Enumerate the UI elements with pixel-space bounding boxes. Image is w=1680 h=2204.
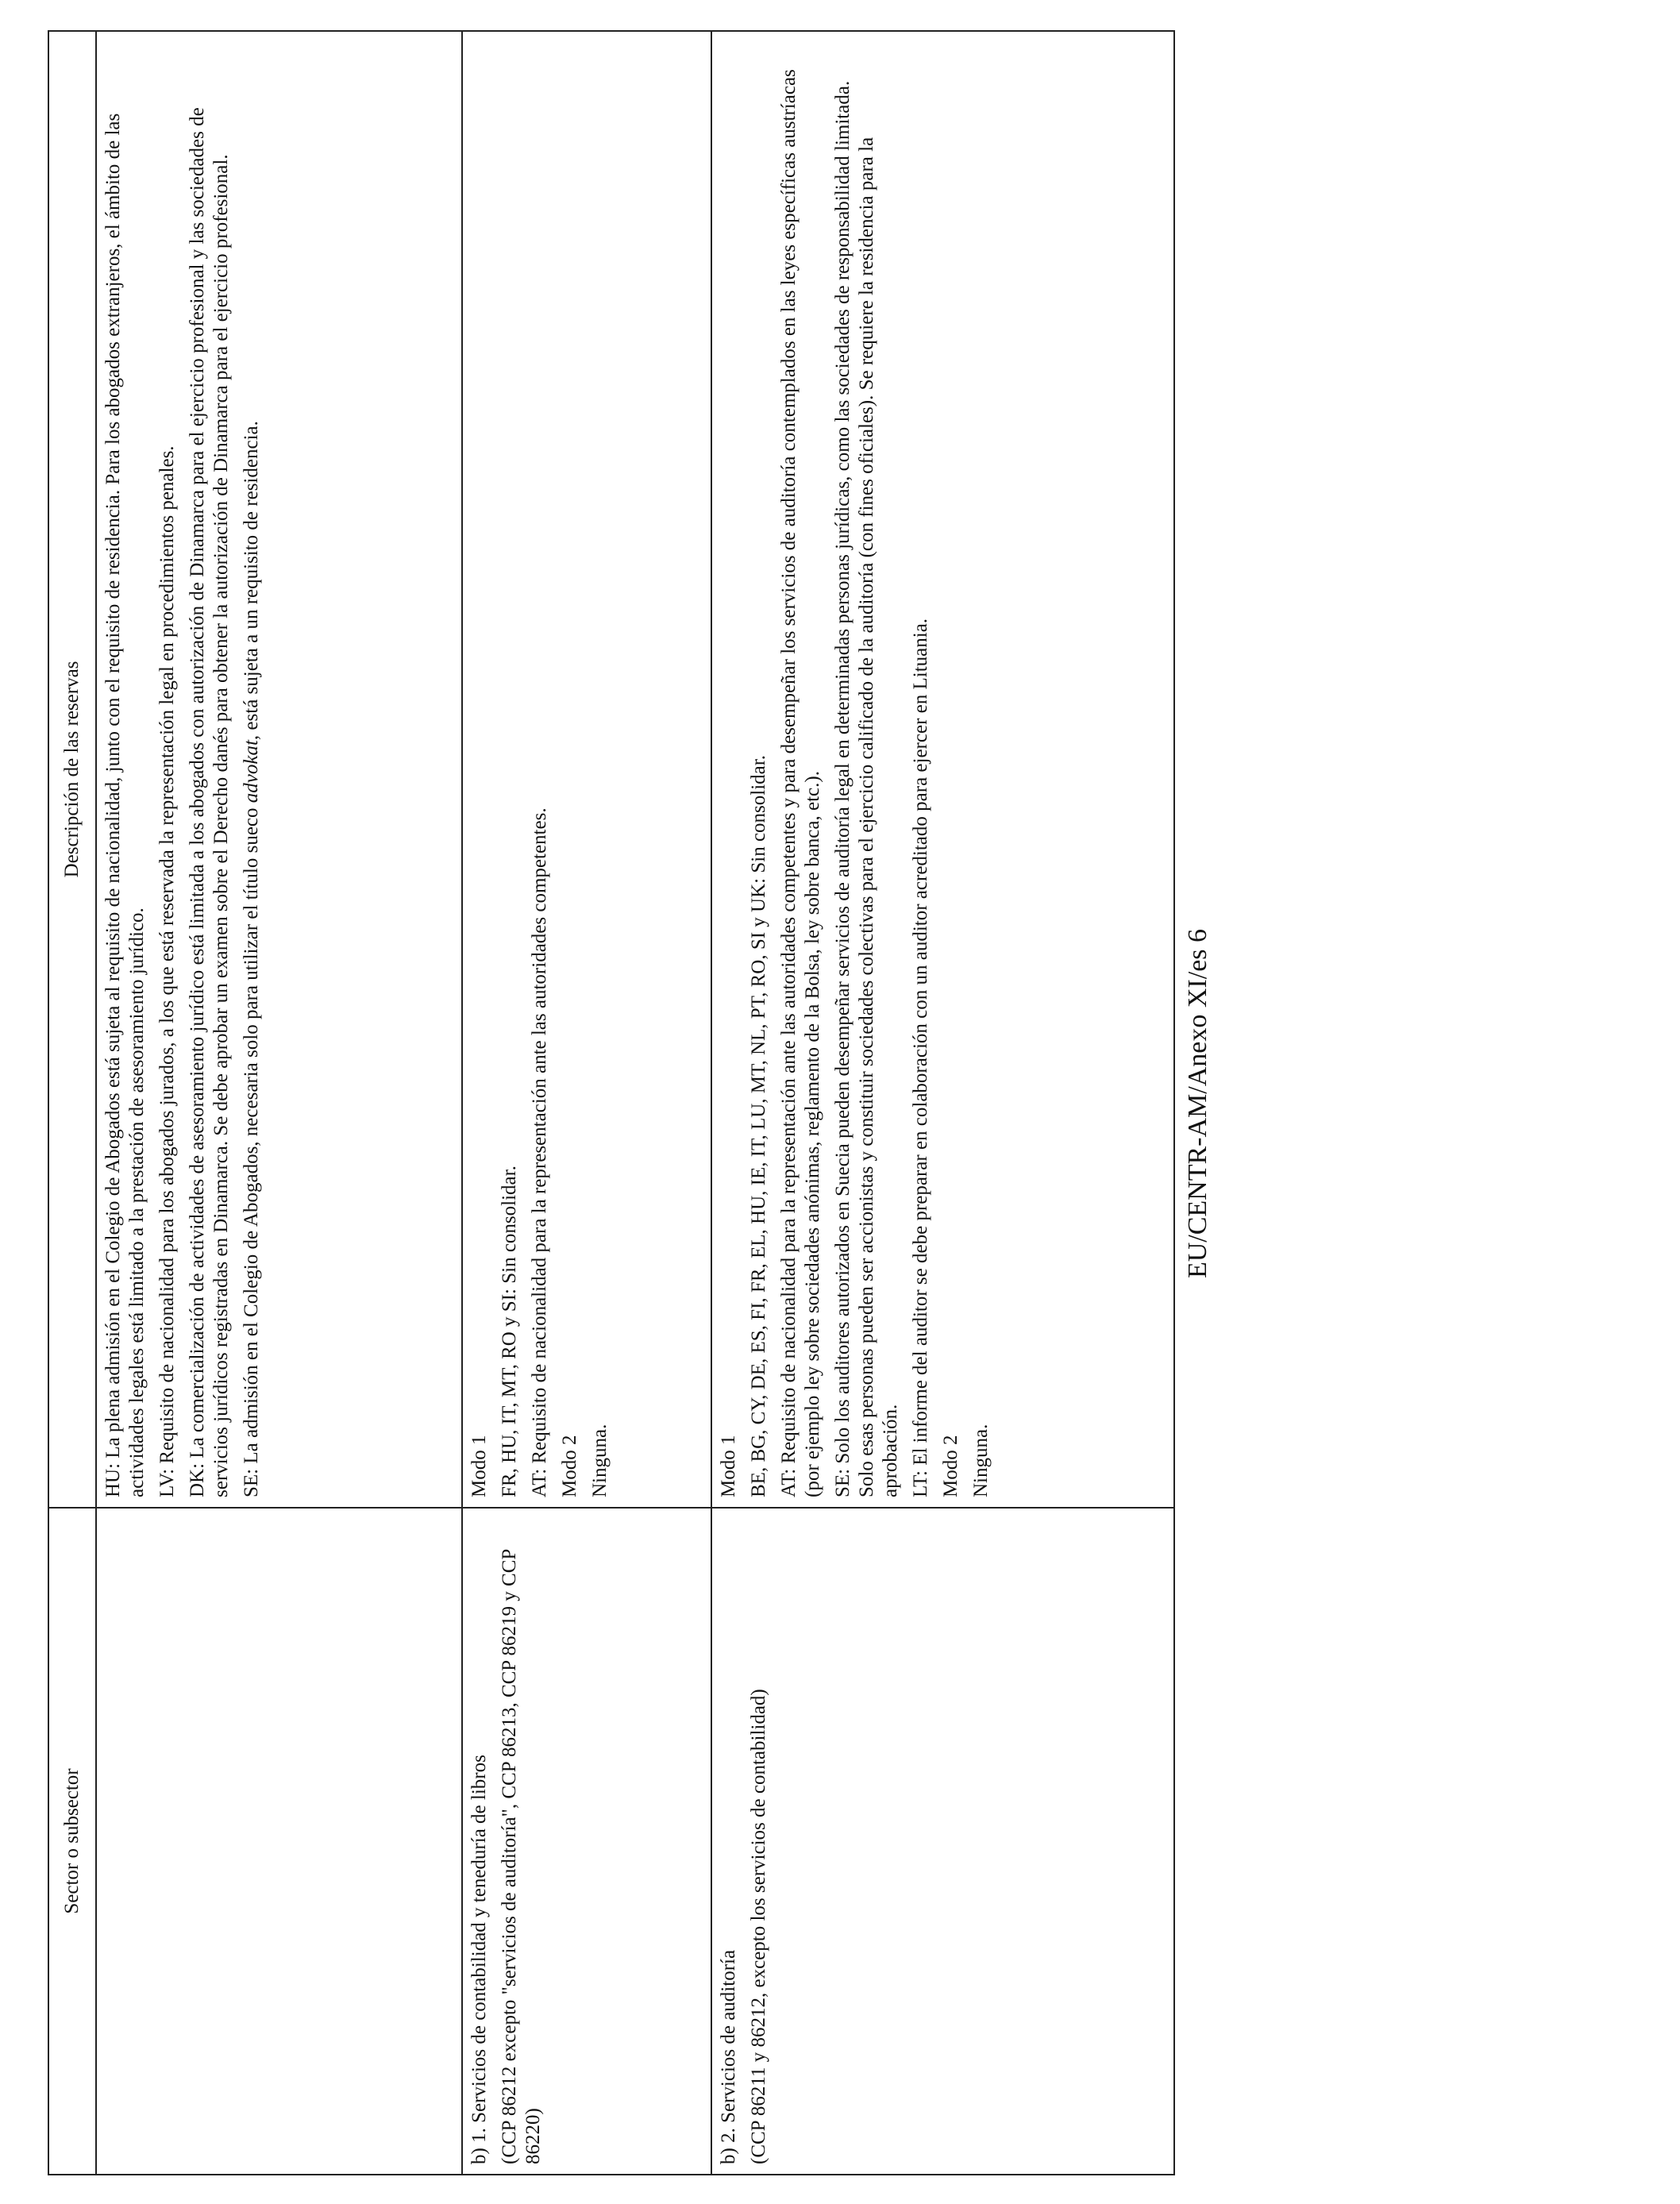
reservation-none: Ninguna.: [589, 1424, 611, 1497]
reservation-se: [240, 40, 264, 1497]
table-header-row: [48, 31, 96, 2175]
page-footer: EU/CENTR-AM/Anexo XI/es 6: [1183, 928, 1212, 1279]
sector-title: b) 1. Servicios de contabilidad y teneduría de libros: [468, 1755, 491, 2164]
reservation-hu: HU: La plena admisión en el Colegio de Abogados está sujeta al requisito de nacionalidad, junto con el requisito de residencia. Para los abogados extranjeros, el ámbito de las actividades legales está limitado a la prestación de asesoramiento jurídico.: [102, 113, 148, 1497]
table-row: [96, 31, 462, 2175]
table-row: [711, 31, 1174, 2175]
description-cell: [711, 31, 1174, 1508]
sector-title: b) 2. Servicios de auditoría: [717, 1949, 739, 2164]
reservation-dk: DK: La comercialización de actividades de asesoramiento jurídico está limitada a los abogados con autorización de Dinamarca para el ejercicio profesional y las sociedades de servicios jurídicos registradas en Dinamarca. Se debe aprobar un examen sobre el Derecho danés para obtener la autorización de Dinamarca para el ejercicio profesional.: [187, 107, 232, 1497]
header-description: Descripción de las reservas: [48, 31, 96, 1508]
reservation-line: BE, BG, CY, DE, ES, FI, FR, EL, HU, IE, IT, LU, MT, NL, PT, RO, SI y UK: Sin consolidar.: [747, 755, 769, 1497]
reservation-lt: LT: El informe del auditor se debe preparar en colaboración con un auditor acreditado para ejercer en Lituania.: [909, 618, 931, 1497]
mode-label: Modo 2: [559, 1435, 581, 1497]
reservation-lv: LV: Requisito de nacionalidad para los abogados jurados, a los que está reservada la representación legal en procedimientos penales.: [156, 445, 178, 1497]
table-row: [462, 31, 711, 2175]
sector-codes: (CCP 86212 excepto "servicios de auditoría", CCP 86213, CCP 86219 y CCP 86220): [499, 1549, 545, 2164]
rotated-content: [48, 32, 1212, 2175]
se-text-end: , está sujeta a un requisito de residencia.: [241, 421, 262, 741]
mode-label: Modo 2: [939, 1435, 961, 1497]
reservation-line: FR, HU, IT, MT, RO y SI: Sin consolidar.: [499, 1166, 521, 1497]
mode-label: Modo 1: [717, 1435, 739, 1497]
reservation-at: AT: Requisito de nacionalidad para la representación ante las autoridades competentes.: [529, 807, 551, 1497]
description-cell: [462, 31, 711, 1508]
se-text-start: SE: La admisión en el Colegio de Abogados, necesaria solo para utilizar el título sueco: [241, 803, 262, 1497]
reservation-none: Ninguna.: [969, 1424, 992, 1497]
sector-cell: [711, 1508, 1174, 2175]
reservation-at: AT: Requisito de nacionalidad para la representación ante las autoridades competentes y para desempeñar los servicios de auditoría contemplados en las leyes específicas austríacas (por ejemplo ley sobre sociedades anónimas, reglamento de la Bolsa, ley sobre banca, etc.).: [777, 69, 823, 1497]
mode-label: Modo 1: [468, 1435, 491, 1497]
header-sector: Sector o subsector: [48, 1508, 96, 2175]
sector-cell-empty: [96, 1508, 462, 2175]
description-cell: [96, 31, 462, 1508]
reservation-se: SE: Solo los auditores autorizados en Suecia pueden desempeñar servicios de auditoría legal en determinadas personas jurídicas, como las sociedades de responsabilidad limitada. Solo esas personas pueden ser accionistas y constituir sociedades colectivas para el ejercicio calificado de la auditoría (con fines oficiales). Se requiere la residencia para la aprobación.: [831, 80, 901, 1497]
se-advokat-term: advokat: [241, 740, 262, 803]
reservations-table: [48, 30, 1175, 2175]
sector-codes: (CCP 86211 y 86212, excepto los servicios de contabilidad): [747, 1689, 769, 2164]
sector-cell: [462, 1508, 711, 2175]
